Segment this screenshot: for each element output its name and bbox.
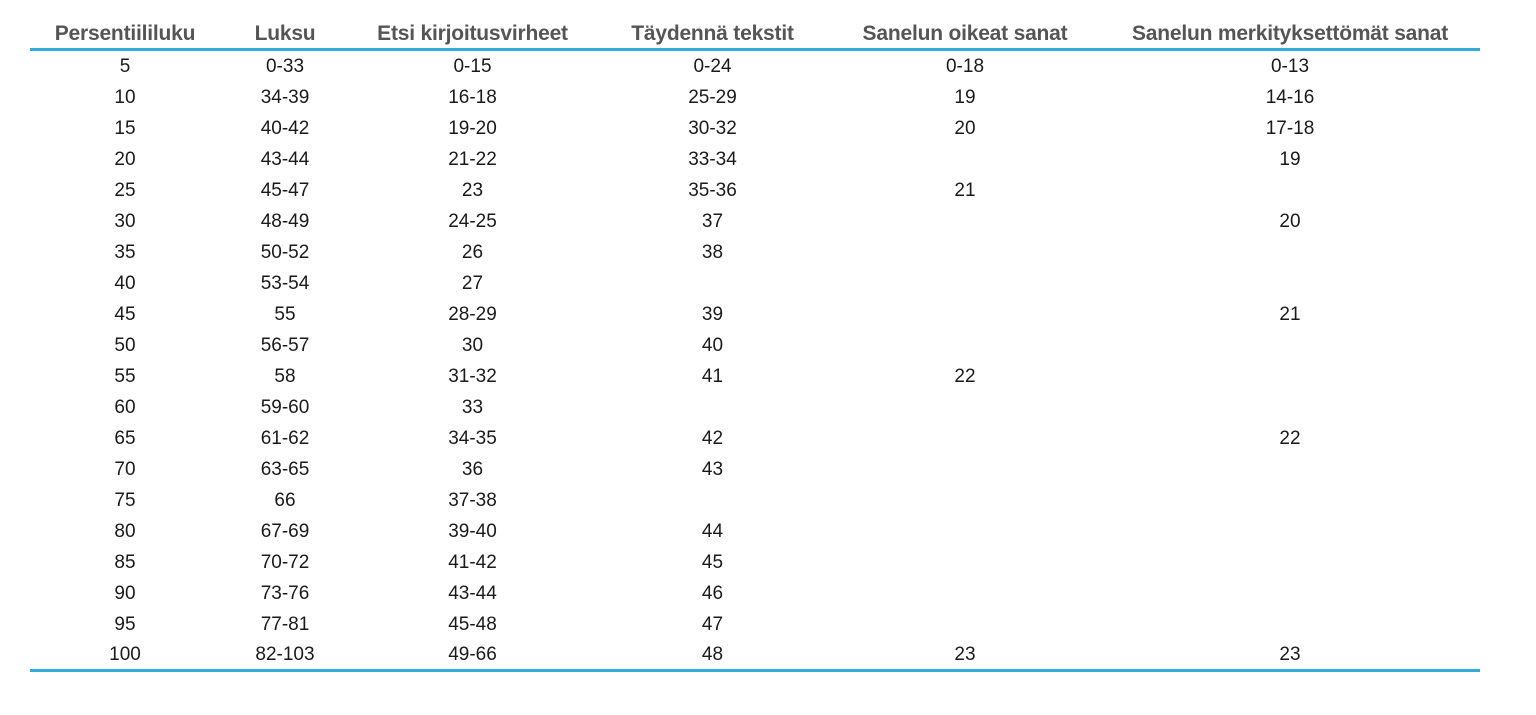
table-row xyxy=(30,268,1480,299)
cell-sanelun-oikeat-sanat: 20 xyxy=(954,117,976,139)
cell-taydenna-tekstit: 39 xyxy=(701,303,724,325)
cell-taydenna-tekstit xyxy=(595,392,830,423)
cell-sanelun-oikeat-sanat xyxy=(830,609,1100,640)
cell-taydenna-tekstit: 25-29 xyxy=(688,86,737,108)
cell-taydenna-tekstit: 44 xyxy=(701,520,724,542)
table-row xyxy=(30,640,1480,671)
table-row xyxy=(30,113,1480,144)
cell-sanelun-oikeat-sanat: 19 xyxy=(954,86,976,108)
cell-sanelun-merkityksettomat-sanat xyxy=(1100,175,1480,206)
cell-etsi-kirjoitusvirheet: 43-44 xyxy=(448,582,497,604)
cell-luksu: 48-49 xyxy=(260,210,310,232)
header-row xyxy=(30,14,1480,50)
cell-taydenna-tekstit: 43 xyxy=(701,458,724,480)
table-row xyxy=(30,50,1480,83)
cell-persentiililuku: 85 xyxy=(114,551,136,573)
table-row xyxy=(30,299,1480,330)
cell-persentiililuku: 95 xyxy=(114,613,136,635)
cell-etsi-kirjoitusvirheet: 33 xyxy=(461,396,484,418)
table-row xyxy=(30,361,1480,392)
cell-luksu: 43-44 xyxy=(260,148,310,170)
cell-sanelun-oikeat-sanat: 23 xyxy=(830,640,1100,671)
cell-persentiililuku: 10 xyxy=(114,86,136,108)
cell-persentiililuku: 20 xyxy=(114,148,136,170)
cell-taydenna-tekstit: 48 xyxy=(595,640,830,671)
cell-luksu: 82-103 xyxy=(220,640,350,671)
cell-sanelun-merkityksettomat-sanat xyxy=(1100,516,1480,547)
cell-etsi-kirjoitusvirheet: 37-38 xyxy=(448,489,497,511)
cell-persentiililuku: 100 xyxy=(30,640,220,671)
cell-sanelun-merkityksettomat-sanat: 0-13 xyxy=(1270,55,1310,77)
header-taydenna-tekstit: Täydennä tekstit xyxy=(595,14,830,50)
cell-persentiililuku: 70 xyxy=(114,458,136,480)
cell-sanelun-oikeat-sanat: 22 xyxy=(954,365,976,387)
cell-sanelun-merkityksettomat-sanat xyxy=(1100,330,1480,361)
cell-etsi-kirjoitusvirheet: 27 xyxy=(461,272,484,294)
cell-persentiililuku: 90 xyxy=(114,582,136,604)
table-row xyxy=(30,609,1480,640)
cell-luksu: 55 xyxy=(274,303,296,325)
cell-luksu: 50-52 xyxy=(260,241,310,263)
cell-sanelun-merkityksettomat-sanat: 21 xyxy=(1279,303,1301,325)
table-row xyxy=(30,330,1480,361)
table-body xyxy=(30,50,1480,671)
cell-etsi-kirjoitusvirheet: 23 xyxy=(461,179,484,201)
cell-sanelun-merkityksettomat-sanat: 20 xyxy=(1279,210,1301,232)
cell-etsi-kirjoitusvirheet: 49-66 xyxy=(350,640,595,671)
table-row xyxy=(30,82,1480,113)
cell-taydenna-tekstit: 42 xyxy=(701,427,724,449)
cell-luksu: 63-65 xyxy=(260,458,310,480)
cell-sanelun-merkityksettomat-sanat xyxy=(1100,485,1480,516)
cell-persentiililuku: 80 xyxy=(114,520,136,542)
cell-persentiililuku: 55 xyxy=(114,365,136,387)
header-sanelun-merkityksettomat-sanat: Sanelun merkityksettömät sanat xyxy=(1100,14,1480,50)
cell-persentiililuku: 40 xyxy=(114,272,136,294)
table-row xyxy=(30,392,1480,423)
cell-sanelun-merkityksettomat-sanat: 23 xyxy=(1100,640,1480,671)
cell-luksu: 66 xyxy=(274,489,296,511)
cell-taydenna-tekstit: 38 xyxy=(701,241,724,263)
cell-luksu: 45-47 xyxy=(260,179,310,201)
cell-etsi-kirjoitusvirheet: 31-32 xyxy=(448,365,497,387)
cell-taydenna-tekstit: 40 xyxy=(701,334,724,356)
cell-persentiililuku: 25 xyxy=(114,179,136,201)
cell-sanelun-oikeat-sanat: 21 xyxy=(954,179,976,201)
cell-taydenna-tekstit: 35-36 xyxy=(688,179,737,201)
cell-sanelun-merkityksettomat-sanat xyxy=(1100,268,1480,299)
cell-taydenna-tekstit: 41 xyxy=(701,365,724,387)
cell-luksu: 53-54 xyxy=(260,272,310,294)
table-row xyxy=(30,454,1480,485)
cell-etsi-kirjoitusvirheet: 19-20 xyxy=(448,117,497,139)
table-row xyxy=(30,144,1480,175)
cell-sanelun-oikeat-sanat xyxy=(830,454,1100,485)
cell-persentiililuku: 35 xyxy=(114,241,136,263)
cell-etsi-kirjoitusvirheet: 41-42 xyxy=(448,551,497,573)
cell-luksu: 40-42 xyxy=(260,117,310,139)
cell-luksu: 61-62 xyxy=(260,427,310,449)
cell-sanelun-oikeat-sanat xyxy=(830,144,1100,175)
cell-luksu: 73-76 xyxy=(260,582,310,604)
cell-sanelun-oikeat-sanat xyxy=(830,423,1100,454)
cell-persentiililuku: 5 xyxy=(119,55,131,77)
header-luksu: Luksu xyxy=(220,14,350,50)
cell-etsi-kirjoitusvirheet: 21-22 xyxy=(448,148,497,170)
table-row xyxy=(30,547,1480,578)
cell-sanelun-oikeat-sanat: 0-18 xyxy=(945,55,985,77)
cell-taydenna-tekstit: 46 xyxy=(701,582,724,604)
cell-etsi-kirjoitusvirheet: 34-35 xyxy=(448,427,497,449)
cell-etsi-kirjoitusvirheet: 24-25 xyxy=(448,210,497,232)
cell-persentiililuku: 65 xyxy=(114,427,136,449)
cell-taydenna-tekstit: 37 xyxy=(701,210,724,232)
cell-etsi-kirjoitusvirheet: 0-15 xyxy=(453,55,492,77)
cell-etsi-kirjoitusvirheet: 39-40 xyxy=(448,520,497,542)
table-row xyxy=(30,578,1480,609)
cell-luksu: 67-69 xyxy=(260,520,310,542)
cell-persentiililuku: 30 xyxy=(114,210,136,232)
cell-sanelun-merkityksettomat-sanat: 22 xyxy=(1279,427,1301,449)
cell-persentiililuku: 50 xyxy=(114,334,136,356)
cell-taydenna-tekstit xyxy=(595,268,830,299)
cell-sanelun-merkityksettomat-sanat: 19 xyxy=(1279,148,1301,170)
cell-sanelun-merkityksettomat-sanat xyxy=(1100,454,1480,485)
percentile-table xyxy=(30,14,1480,672)
cell-taydenna-tekstit: 33-34 xyxy=(688,148,737,170)
cell-etsi-kirjoitusvirheet: 30 xyxy=(461,334,484,356)
cell-sanelun-merkityksettomat-sanat xyxy=(1100,392,1480,423)
cell-luksu: 56-57 xyxy=(260,334,310,356)
table-row xyxy=(30,485,1480,516)
cell-luksu: 34-39 xyxy=(260,86,310,108)
cell-sanelun-oikeat-sanat xyxy=(830,299,1100,330)
header-etsi-kirjoitusvirheet: Etsi kirjoitusvirheet xyxy=(350,14,595,50)
cell-taydenna-tekstit xyxy=(595,485,830,516)
cell-sanelun-oikeat-sanat xyxy=(830,516,1100,547)
table-row xyxy=(30,175,1480,206)
cell-sanelun-merkityksettomat-sanat xyxy=(1100,237,1480,268)
cell-sanelun-oikeat-sanat xyxy=(830,206,1100,237)
cell-sanelun-merkityksettomat-sanat xyxy=(1100,361,1480,392)
cell-luksu: 70-72 xyxy=(260,551,310,573)
cell-persentiililuku: 75 xyxy=(114,489,136,511)
cell-etsi-kirjoitusvirheet: 26 xyxy=(461,241,484,263)
cell-sanelun-oikeat-sanat xyxy=(830,392,1100,423)
table-header xyxy=(30,14,1480,50)
cell-sanelun-merkityksettomat-sanat: 14-16 xyxy=(1265,86,1315,108)
cell-etsi-kirjoitusvirheet: 28-29 xyxy=(448,303,497,325)
cell-sanelun-oikeat-sanat xyxy=(830,485,1100,516)
cell-luksu: 58 xyxy=(274,365,296,387)
cell-sanelun-oikeat-sanat xyxy=(830,237,1100,268)
header-sanelun-oikeat-sanat: Sanelun oikeat sanat xyxy=(830,14,1100,50)
cell-sanelun-oikeat-sanat xyxy=(830,268,1100,299)
table-row xyxy=(30,237,1480,268)
cell-sanelun-merkityksettomat-sanat: 17-18 xyxy=(1265,117,1315,139)
cell-taydenna-tekstit: 47 xyxy=(701,613,724,635)
cell-sanelun-oikeat-sanat xyxy=(830,330,1100,361)
table-row xyxy=(30,206,1480,237)
cell-sanelun-oikeat-sanat xyxy=(830,578,1100,609)
cell-luksu: 59-60 xyxy=(260,396,310,418)
cell-sanelun-oikeat-sanat xyxy=(830,547,1100,578)
cell-taydenna-tekstit: 45 xyxy=(701,551,724,573)
cell-sanelun-merkityksettomat-sanat xyxy=(1100,547,1480,578)
percentile-table-container xyxy=(30,14,1480,672)
cell-etsi-kirjoitusvirheet: 16-18 xyxy=(448,86,497,108)
cell-sanelun-merkityksettomat-sanat xyxy=(1100,578,1480,609)
cell-etsi-kirjoitusvirheet: 45-48 xyxy=(448,613,497,635)
header-persentiililuku: Persentiililuku xyxy=(30,14,220,50)
cell-persentiililuku: 15 xyxy=(114,117,136,139)
table-row xyxy=(30,423,1480,454)
cell-sanelun-merkityksettomat-sanat xyxy=(1100,609,1480,640)
cell-taydenna-tekstit: 30-32 xyxy=(688,117,737,139)
cell-luksu: 77-81 xyxy=(260,613,310,635)
cell-persentiililuku: 45 xyxy=(114,303,136,325)
cell-taydenna-tekstit: 0-24 xyxy=(693,55,732,77)
table-row xyxy=(30,516,1480,547)
cell-persentiililuku: 60 xyxy=(114,396,136,418)
cell-luksu: 0-33 xyxy=(265,55,305,77)
cell-etsi-kirjoitusvirheet: 36 xyxy=(461,458,484,480)
